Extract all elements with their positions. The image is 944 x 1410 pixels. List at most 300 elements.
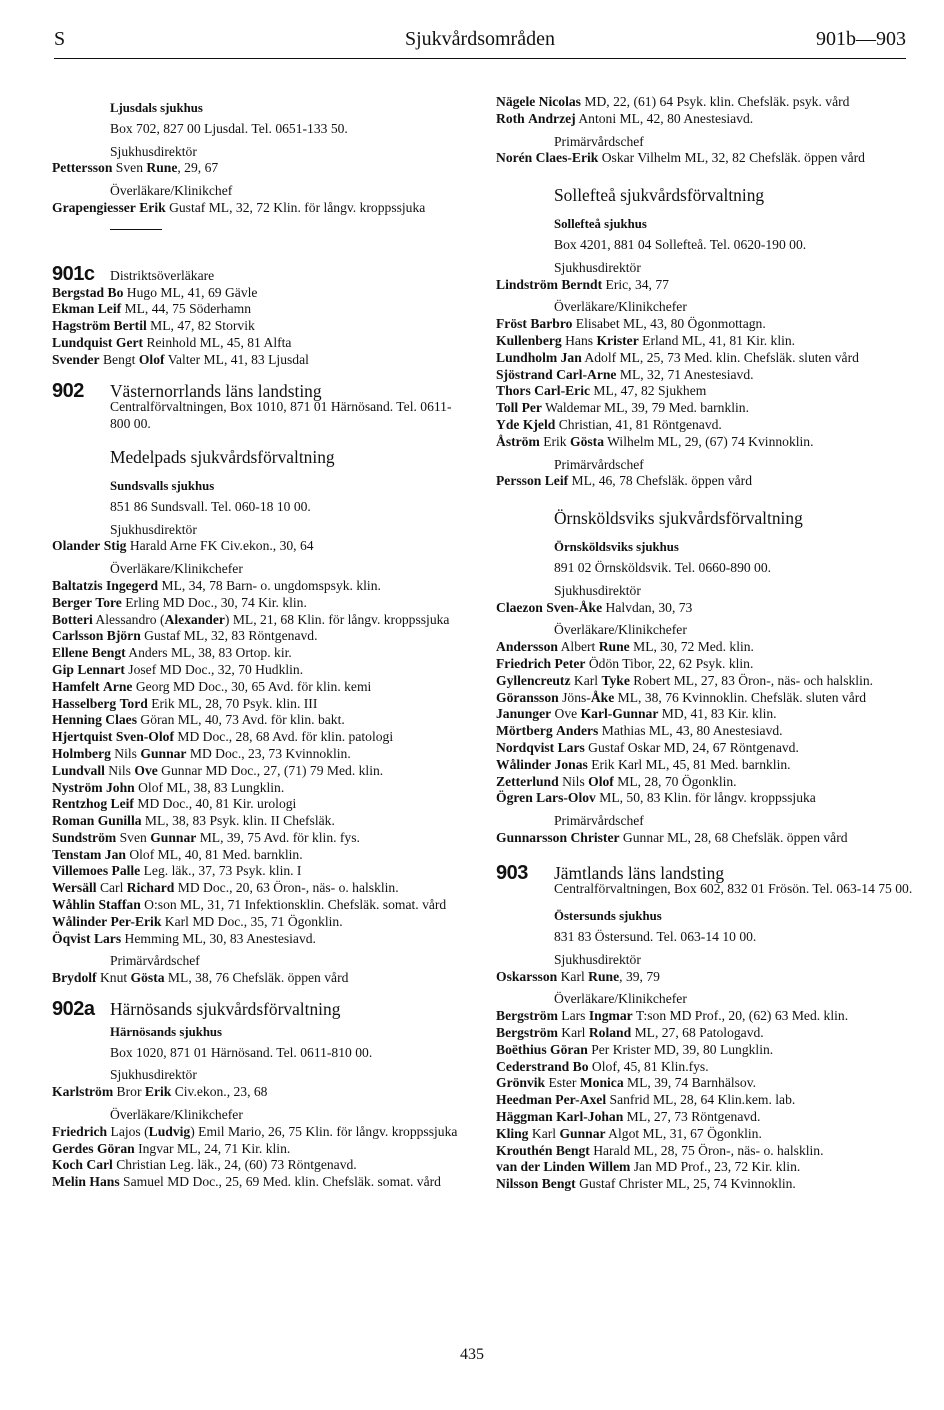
surname: Lundvall bbox=[52, 762, 105, 778]
section-number: 901c bbox=[52, 262, 95, 285]
call-name: Monica bbox=[579, 1075, 624, 1091]
person-entry bbox=[52, 931, 470, 948]
entry-list bbox=[496, 830, 914, 847]
call-name: Stig bbox=[103, 538, 127, 554]
call-name: Per bbox=[521, 400, 542, 416]
details: MD, 41, 83 Kir. klin. bbox=[658, 706, 777, 722]
surname: Janunger bbox=[496, 706, 552, 722]
surname: van der Linden bbox=[496, 1159, 585, 1175]
call-name: Bertil bbox=[113, 318, 147, 334]
hospital-address: Box 1020, 871 01 Härnösand. Tel. 0611-810 00. bbox=[110, 1044, 373, 1060]
given-names: Knut bbox=[96, 970, 131, 986]
details: Antoni ML, 42, 80 Anestesiavd. bbox=[575, 110, 754, 126]
surname: Henning bbox=[52, 712, 102, 728]
person-entry bbox=[496, 969, 914, 986]
call-name: Leif bbox=[544, 473, 569, 489]
section-902a bbox=[52, 998, 470, 1191]
person-entry bbox=[52, 662, 470, 679]
call-name: Olof bbox=[588, 773, 614, 789]
call-name: Barbro bbox=[530, 316, 573, 332]
entry-list bbox=[52, 285, 470, 369]
call-name: Andrzej bbox=[528, 110, 576, 126]
person-entry bbox=[52, 538, 470, 555]
surname: Nyström bbox=[52, 779, 103, 795]
person-entry bbox=[496, 316, 914, 333]
surname: Botteri bbox=[52, 611, 93, 627]
surname: Carlsson bbox=[52, 628, 104, 644]
details: Gunnar MD Doc., 27, (71) 79 Med. klin. bbox=[157, 762, 384, 778]
call-name: Berndt bbox=[561, 276, 603, 292]
details: Valter ML, 41, 83 Ljusdal bbox=[164, 351, 309, 367]
surname: Brydolf bbox=[52, 970, 97, 986]
details: ) ML, 21, 68 Klin. för långv. kroppssjuka bbox=[224, 611, 450, 627]
details: O:son ML, 31, 71 Infektionsklin. Chefsläk. somat. vård bbox=[140, 897, 447, 913]
entry-list bbox=[496, 969, 914, 986]
surname: Wåhlin bbox=[52, 897, 96, 913]
call-name: Erik bbox=[144, 1084, 172, 1100]
ornskoldsvik-section bbox=[496, 508, 914, 847]
right-column bbox=[496, 94, 914, 1193]
details: Elisabet ML, 43, 80 Ögonmottagn. bbox=[572, 316, 766, 332]
details: Georg MD Doc., 30, 65 Avd. för klin. kemi bbox=[132, 678, 372, 694]
call-name: Karl-Johan bbox=[556, 1109, 624, 1125]
details: MD, 22, (61) 64 Psyk. klin. Chefsläk. psyk. vård bbox=[580, 94, 850, 109]
given-names: Lajos ( bbox=[107, 1123, 149, 1139]
details: Gustaf ML, 32, 83 Röntgenavd. bbox=[140, 628, 318, 644]
details: Gustaf ML, 32, 72 Klin. för långv. kroppssjuka bbox=[165, 199, 426, 215]
call-name: Rune bbox=[598, 639, 630, 655]
person-entry bbox=[52, 1084, 470, 1101]
surname: Öqvist bbox=[52, 930, 91, 946]
call-name: Ingegerd bbox=[106, 577, 159, 593]
person-entry bbox=[52, 301, 470, 318]
call-name: Björn bbox=[106, 628, 141, 644]
surname: Kling bbox=[496, 1125, 529, 1141]
hospital-name: Sollefteå sjukhus bbox=[554, 217, 647, 232]
given-names: Lars bbox=[557, 1008, 589, 1024]
hospital-name: Östersunds sjukhus bbox=[554, 909, 662, 924]
person-entry bbox=[52, 200, 470, 217]
call-name: Gunnar bbox=[559, 1125, 606, 1141]
person-entry bbox=[52, 914, 470, 931]
details: Algot ML, 31, 67 Ögonklin. bbox=[605, 1125, 762, 1141]
details: ML, 44, 75 Söderhamn bbox=[121, 301, 252, 317]
details: Erland ML, 41, 81 Kir. klin. bbox=[638, 332, 796, 348]
role-heading: Sjukhusdirektör bbox=[110, 521, 197, 537]
details: Oskar Vilhelm ML, 32, 82 Chefsläk. öppen vård bbox=[598, 150, 865, 166]
call-name: Carl bbox=[86, 1157, 113, 1173]
call-name: Åke bbox=[590, 689, 615, 705]
call-name: Hans bbox=[89, 1174, 120, 1190]
surname: Lundquist bbox=[52, 334, 113, 350]
section-address: Centralförvaltningen, Box 1010, 871 01 Härnösand. Tel. 0611-800 00. bbox=[110, 399, 452, 432]
details: Reinhold ML, 45, 81 Alfta bbox=[143, 334, 292, 350]
person-entry bbox=[496, 723, 914, 740]
details: , 39, 79 bbox=[619, 968, 660, 984]
call-name: Göran bbox=[550, 1041, 588, 1057]
hospital-address: 891 02 Örnsköldsvik. Tel. 0660-890 00. bbox=[554, 559, 772, 575]
details: ML, 28, 70 Ögonklin. bbox=[613, 773, 737, 789]
entry-list bbox=[496, 1008, 914, 1193]
person-entry bbox=[52, 1157, 470, 1174]
person-entry bbox=[52, 780, 470, 797]
person-entry bbox=[52, 830, 470, 847]
details: , 29, 67 bbox=[177, 160, 219, 176]
header-title: Sjukvårdsområden bbox=[405, 28, 555, 50]
section-title: Härnösands sjukvårdsförvaltning bbox=[110, 999, 341, 1020]
role-heading: Primärvårdschef bbox=[554, 133, 644, 149]
details: ML, 39, 75 Avd. för klin. fys. bbox=[196, 829, 360, 845]
details: Eric, 34, 77 bbox=[602, 276, 669, 292]
call-name: Tyke bbox=[601, 672, 630, 688]
surname: Friedrich bbox=[52, 1123, 108, 1139]
call-name: Palle bbox=[111, 863, 141, 879]
details: T:son MD Prof., 20, (62) 63 Med. klin. bbox=[632, 1008, 849, 1024]
details: ML, 27, 68 Patologavd. bbox=[631, 1025, 764, 1041]
details: ML, 47, 82 Storvik bbox=[146, 318, 255, 334]
surname: Krouthén bbox=[496, 1142, 553, 1158]
person-entry bbox=[496, 830, 914, 847]
details: ) Emil Mario, 26, 75 Klin. för långv. kroppssjuka bbox=[190, 1123, 458, 1139]
surname: Nordqvist bbox=[496, 739, 555, 755]
call-name: Richard bbox=[126, 880, 175, 896]
entry-list bbox=[52, 578, 470, 948]
surname: Lundholm bbox=[496, 349, 558, 365]
surname: Boëthius bbox=[496, 1041, 547, 1057]
role-heading: Sjukhusdirektör bbox=[110, 143, 197, 159]
call-name: Claes bbox=[105, 712, 137, 728]
given-names: Bror bbox=[113, 1084, 145, 1100]
call-name: Carl-Arne bbox=[556, 366, 617, 382]
surname: Heedman bbox=[496, 1092, 552, 1108]
details: Samuel MD Doc., 25, 69 Med. klin. Chefsläk. somat. vård bbox=[119, 1174, 441, 1190]
person-entry bbox=[496, 111, 914, 128]
call-name: Gunnar bbox=[150, 829, 197, 845]
surname: Hamfelt bbox=[52, 678, 100, 694]
details: Olof ML, 40, 81 Med. barnklin. bbox=[125, 846, 303, 862]
call-name: Tord bbox=[119, 695, 148, 711]
call-name: Erik bbox=[139, 199, 166, 215]
hospital-address: Box 702, 827 00 Ljusdal. Tel. 0651-133 50. bbox=[110, 120, 348, 136]
details: Hugo ML, 41, 69 Gävle bbox=[123, 284, 258, 300]
role-heading: Överläkare/Klinikchefer bbox=[554, 299, 687, 315]
section-901c bbox=[52, 262, 470, 369]
details: MD Doc., 28, 68 Avd. för klin. patologi bbox=[173, 729, 394, 745]
surname: Hagström bbox=[52, 318, 111, 334]
given-names: Jöns- bbox=[558, 689, 591, 705]
person-entry bbox=[52, 763, 470, 780]
entry-list bbox=[496, 150, 914, 167]
given-names: Erik bbox=[539, 433, 570, 449]
details: Olof, 45, 81 Klin.fys. bbox=[588, 1058, 709, 1074]
surname: Persson bbox=[496, 473, 542, 489]
details: Hemming ML, 30, 83 Anestesiavd. bbox=[121, 930, 316, 946]
details: ML, 46, 78 Chefsläk. öppen vård bbox=[568, 473, 752, 489]
entry-list bbox=[496, 94, 914, 128]
surname: Göransson bbox=[496, 689, 559, 705]
surname: Villemoes bbox=[52, 863, 109, 879]
entry-list bbox=[496, 277, 914, 294]
details: ML, 38, 83 Psyk. klin. II Chefsläk. bbox=[141, 813, 335, 829]
details: Waldemar ML, 39, 79 Med. barnklin. bbox=[541, 400, 750, 416]
person-entry bbox=[52, 863, 470, 880]
surname: Claezon bbox=[496, 599, 543, 615]
given-names: Ove bbox=[551, 706, 581, 722]
section-title: Jämtlands läns landsting bbox=[554, 862, 725, 883]
given-names: Bengt bbox=[99, 351, 139, 367]
entry-list bbox=[52, 970, 470, 987]
details: Mathias ML, 43, 80 Anestesiavd. bbox=[598, 723, 783, 739]
hospital-address: Box 4201, 881 04 Sollefteå. Tel. 0620-190 00. bbox=[554, 236, 807, 252]
call-name: Kjeld bbox=[522, 416, 556, 432]
details: Per Krister MD, 39, 80 Lungklin. bbox=[587, 1041, 774, 1057]
person-entry bbox=[496, 333, 914, 350]
section-address: Centralförvaltningen, Box 602, 832 01 Frösön. Tel. 063-14 75 00. bbox=[554, 881, 913, 897]
person-entry bbox=[52, 1124, 470, 1141]
surname: Berger bbox=[52, 594, 92, 610]
details: Wilhelm ML, 29, (67) 74 Kvinnoklin. bbox=[603, 433, 814, 449]
person-entry bbox=[496, 1075, 914, 1092]
surname: Zetterlund bbox=[496, 773, 559, 789]
surname: Ögren bbox=[496, 790, 533, 806]
details: Civ.ekon., 23, 68 bbox=[171, 1084, 268, 1100]
given-names: Ester bbox=[545, 1075, 580, 1091]
role-heading: Överläkare/Klinikchefer bbox=[554, 991, 687, 1007]
surname: Cederstrand bbox=[496, 1058, 570, 1074]
header-letter: S bbox=[54, 28, 66, 50]
call-name: Lars-Olov bbox=[536, 790, 596, 806]
details: Christian, 41, 81 Röntgenavd. bbox=[555, 416, 722, 432]
person-entry bbox=[496, 1159, 914, 1176]
details: MD Doc., 23, 73 Kvinnoklin. bbox=[186, 745, 351, 761]
surname: Wålinder bbox=[52, 913, 108, 929]
surname: Pettersson bbox=[52, 160, 113, 176]
person-entry bbox=[496, 690, 914, 707]
details: ML, 47, 82 Sjukhem bbox=[590, 383, 707, 399]
details: Gustaf Oskar MD, 24, 67 Röntgenavd. bbox=[584, 739, 799, 755]
details: Halvdan, 30, 73 bbox=[602, 599, 693, 615]
details: Ödön Tibor, 22, 62 Psyk. klin. bbox=[585, 655, 754, 671]
person-entry bbox=[52, 628, 470, 645]
person-entry bbox=[52, 645, 470, 662]
person-entry bbox=[496, 350, 914, 367]
details: ML, 38, 76 Chefsläk. öppen vård bbox=[164, 970, 349, 986]
surname: Olander bbox=[52, 538, 101, 554]
page-header bbox=[54, 28, 906, 58]
surname: Gunnarsson bbox=[496, 829, 568, 845]
details: ML, 38, 76 Kvinnoklin. Chefsläk. sluten vård bbox=[614, 689, 867, 705]
call-name: Lars bbox=[93, 930, 122, 946]
person-entry bbox=[496, 277, 914, 294]
person-entry bbox=[496, 774, 914, 791]
person-entry bbox=[496, 1008, 914, 1025]
surname: Ekman bbox=[52, 301, 95, 317]
person-entry bbox=[496, 383, 914, 400]
details: Gunnar ML, 28, 68 Chefsläk. öppen vård bbox=[619, 829, 848, 845]
surname: Wålinder bbox=[496, 756, 552, 772]
call-name: Sven-Olof bbox=[115, 729, 174, 745]
person-entry bbox=[496, 1059, 914, 1076]
person-entry bbox=[52, 318, 470, 335]
call-name: Ove bbox=[134, 762, 158, 778]
call-name: Leif bbox=[97, 301, 122, 317]
header-range: 901b—903 bbox=[816, 28, 906, 50]
left-column bbox=[52, 94, 470, 1191]
person-entry bbox=[496, 740, 914, 757]
call-name: Olof bbox=[138, 351, 165, 367]
call-name: Lennart bbox=[77, 661, 125, 677]
surname: Bergstad bbox=[52, 284, 105, 300]
entry-list bbox=[52, 1084, 470, 1101]
call-name: Lars bbox=[557, 739, 585, 755]
call-name: Gösta bbox=[130, 970, 165, 986]
person-entry bbox=[496, 639, 914, 656]
person-entry bbox=[52, 1174, 470, 1191]
details: ML, 32, 71 Anestesiavd. bbox=[616, 366, 754, 382]
call-name: Jan bbox=[560, 349, 582, 365]
hospital-name: Ljusdals sjukhus bbox=[110, 101, 203, 115]
person-entry bbox=[496, 367, 914, 384]
surname: Gip bbox=[52, 661, 74, 677]
call-name: Gunnar bbox=[140, 745, 187, 761]
ljusdal-section bbox=[52, 100, 470, 230]
call-name: Ingmar bbox=[588, 1008, 633, 1024]
surname: Bergström bbox=[496, 1025, 558, 1041]
person-entry bbox=[52, 335, 470, 352]
entry-list bbox=[52, 1124, 470, 1191]
details: ML, 50, 83 Klin. för långv. kroppssjuka bbox=[595, 790, 816, 806]
subsection-title: Sollefteå sjukvårdsförvaltning bbox=[554, 185, 765, 206]
person-entry bbox=[52, 729, 470, 746]
person-entry bbox=[52, 847, 470, 864]
surname: Ellene bbox=[52, 645, 89, 661]
call-name: Bo bbox=[107, 284, 124, 300]
surname: Roman bbox=[52, 813, 95, 829]
given-names: Alessandro ( bbox=[92, 611, 165, 627]
role-heading: Primärvårdschef bbox=[554, 456, 644, 472]
entry-list bbox=[52, 160, 470, 177]
call-name: Karl-Gunnar bbox=[580, 706, 659, 722]
surname: Mörtberg bbox=[496, 723, 553, 739]
given-names: Hans bbox=[561, 332, 597, 348]
person-entry bbox=[52, 578, 470, 595]
surname: Yde bbox=[496, 416, 520, 432]
entry-list bbox=[496, 316, 914, 450]
person-entry bbox=[496, 600, 914, 617]
details: Christian Leg. läk., 24, (60) 73 Röntgenavd. bbox=[112, 1157, 357, 1173]
call-name: Alexander bbox=[164, 611, 225, 627]
surname: Åström bbox=[496, 433, 540, 449]
details: Olof ML, 38, 83 Lungklin. bbox=[134, 779, 285, 795]
person-entry bbox=[496, 150, 914, 167]
call-name: Bo bbox=[572, 1058, 589, 1074]
person-entry bbox=[496, 417, 914, 434]
entry-list bbox=[496, 473, 914, 490]
call-name: Willem bbox=[588, 1159, 631, 1175]
hospital-address: 831 83 Östersund. Tel. 063-14 10 00. bbox=[554, 929, 757, 945]
person-entry bbox=[496, 656, 914, 673]
person-entry bbox=[52, 897, 470, 914]
details: Harald Arne FK Civ.ekon., 30, 64 bbox=[126, 538, 314, 554]
surname: Grapengiesser bbox=[52, 199, 136, 215]
call-name: Nicolas bbox=[538, 94, 581, 109]
section-heading bbox=[52, 262, 470, 285]
role-heading: Sjukhusdirektör bbox=[554, 951, 641, 967]
hospital-name: Örnsköldsviks sjukhus bbox=[554, 540, 679, 555]
call-name: Gunilla bbox=[97, 813, 142, 829]
person-entry bbox=[496, 434, 914, 451]
hospital-name: Härnösands sjukhus bbox=[110, 1024, 223, 1039]
person-entry bbox=[496, 1109, 914, 1126]
person-entry bbox=[52, 970, 470, 987]
surname: Kullenberg bbox=[496, 332, 562, 348]
details: Leg. läk., 37, 73 Psyk. klin. I bbox=[140, 863, 302, 879]
call-name: Anders bbox=[556, 723, 599, 739]
hospital-name: Sundsvalls sjukhus bbox=[110, 478, 215, 493]
person-entry bbox=[496, 1126, 914, 1143]
role-heading: Primärvårdschef bbox=[110, 953, 200, 969]
person-entry bbox=[52, 813, 470, 830]
details: Harald ML, 28, 75 Öron-, näs- o. halsklin. bbox=[589, 1142, 824, 1158]
surname: Karlström bbox=[52, 1084, 114, 1100]
details: Sanfrid ML, 28, 64 Klin.kem. lab. bbox=[606, 1092, 796, 1108]
person-entry bbox=[496, 1176, 914, 1193]
given-names: Nils bbox=[110, 745, 141, 761]
surname: Hjertquist bbox=[52, 729, 113, 745]
details: ML, 34, 78 Barn- o. ungdomspsyk. klin. bbox=[158, 577, 381, 593]
subsection-title: Örnsköldsviks sjukvårdsförvaltning bbox=[554, 508, 803, 529]
call-name: Gert bbox=[115, 334, 144, 350]
solleftea-section bbox=[496, 185, 914, 490]
surname: Melin bbox=[52, 1174, 86, 1190]
surname: Fröst bbox=[496, 316, 527, 332]
given-names: Karl bbox=[528, 1125, 560, 1141]
person-entry bbox=[52, 679, 470, 696]
given-names: Karl bbox=[570, 672, 602, 688]
section-902 bbox=[52, 379, 470, 988]
surname: Svender bbox=[52, 351, 100, 367]
section-903 bbox=[496, 861, 914, 1193]
surname: Gerdes bbox=[52, 1140, 94, 1156]
entry-list bbox=[52, 200, 470, 217]
person-entry bbox=[52, 1141, 470, 1158]
person-entry bbox=[52, 595, 470, 612]
role-heading: Överläkare/Klinikchefer bbox=[110, 1107, 243, 1123]
call-name: Rune bbox=[588, 968, 620, 984]
given-names: Carl bbox=[96, 880, 127, 896]
call-name: Sven-Åke bbox=[546, 599, 603, 615]
person-entry bbox=[496, 1092, 914, 1109]
call-name: Leif bbox=[110, 796, 134, 812]
role-heading: Primärvårdschef bbox=[554, 813, 644, 829]
person-entry bbox=[52, 880, 470, 897]
role-heading: Sjukhusdirektör bbox=[110, 1067, 197, 1083]
details: Erik Karl ML, 45, 81 Med. barnklin. bbox=[587, 756, 791, 772]
surname: Lindström bbox=[496, 276, 558, 292]
call-name: Krister bbox=[596, 332, 639, 348]
details: Anders ML, 38, 83 Ortop. kir. bbox=[125, 645, 292, 661]
page-number: 435 bbox=[460, 1346, 484, 1363]
person-entry bbox=[52, 160, 470, 177]
section-title: Distriktsöverläkare bbox=[110, 267, 215, 283]
surname: Toll bbox=[496, 400, 519, 416]
details: ML, 30, 72 Med. klin. bbox=[629, 639, 754, 655]
person-entry bbox=[496, 1025, 914, 1042]
call-name: Jonas bbox=[554, 756, 588, 772]
call-name: Göran bbox=[96, 1140, 135, 1156]
details: Jan MD Prof., 23, 72 Kir. klin. bbox=[630, 1159, 801, 1175]
entry-list bbox=[52, 538, 470, 555]
